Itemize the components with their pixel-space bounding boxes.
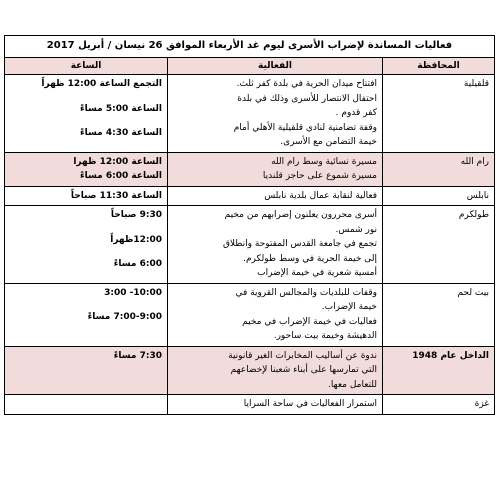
activity-cell (168, 206, 383, 284)
table-row (5, 346, 495, 395)
time-line: الساعة 12:00 ظهرا (73, 156, 162, 167)
time-line: الساعة 5:00 مساءً (80, 103, 162, 114)
time-line (10, 223, 162, 233)
governorate-cell: طولكرم (383, 206, 495, 284)
time-line: 7:00-9:00 مساءً (87, 312, 162, 322)
activity-line: فعالية لنقابة عمال بلدية نابلس (264, 190, 377, 201)
governorate-cell: بيت لحم (383, 283, 495, 346)
events-table (4, 35, 495, 415)
table-title: فعاليات المساندة لإضراب الأسرى ليوم غد الأربعاء الموافق 26 نيسان / أبريل 2017 (5, 36, 495, 58)
governorate-cell: نابلس (383, 186, 495, 206)
time-cell (5, 75, 168, 153)
time-cell (5, 283, 168, 346)
header-governorate: المحافظة (383, 57, 495, 75)
time-line: الساعة 6:00 مساءً (80, 171, 162, 181)
time-cell (5, 152, 168, 186)
activity-line: وقفات للبلديات والمجالس القروية في (235, 287, 377, 298)
governorate-cell: غزة (383, 395, 495, 415)
activity-line: احتفال الانتصار للأسرى وذلك في بلدة (237, 93, 377, 104)
activity-line: استمرار الفعاليات في ساحة السرايا (243, 399, 377, 409)
activity-line: تجمع في جامعة القدس المفتوحة وانطلاق (222, 239, 377, 249)
activity-cell (168, 152, 383, 186)
time-line: الساعة 4:30 مساءً (80, 128, 162, 138)
table-row (5, 395, 495, 415)
activity-line: إلى خيمة الحرية في وسط طولكرم. (243, 253, 377, 264)
table-row (5, 206, 495, 284)
time-line (10, 92, 162, 102)
activity-line: أسرى محررون يعلنون إضرابهم من مخيم (224, 210, 377, 220)
activity-cell (168, 75, 383, 153)
activity-line: نور شمس. (335, 224, 377, 235)
title-row (5, 36, 495, 58)
activity-line: أمسية شعرية في خيمة الإضراب (257, 268, 377, 278)
activity-line: مسيرة شموع على حاجز قلنديا (262, 171, 377, 181)
table-row (5, 152, 495, 186)
time-cell (5, 346, 168, 395)
time-cell (5, 206, 168, 284)
activity-cell (168, 186, 383, 206)
activity-line: كفر قدوم . (335, 108, 377, 118)
activity-line: للتعامل معها. (328, 379, 377, 390)
document-page (4, 35, 494, 415)
activity-line: ندوة عن أساليب المخابرات الغير قانونية (228, 350, 377, 361)
activity-line: افتتاح ميدان الحرية في بلدة كفر ثلث. (236, 79, 377, 89)
time-line (10, 397, 162, 407)
table-row (5, 283, 495, 346)
time-line (10, 300, 162, 310)
activity-line: وقفة تضامنية لنادي قلقيلية الأهلي أمام (233, 122, 377, 133)
time-line (10, 116, 162, 126)
time-line (10, 247, 162, 257)
time-line: الساعة 11:30 صباحاً (70, 190, 162, 201)
header-time: الساعة (5, 57, 168, 75)
activity-line: خيمة التضامن مع الأسرى. (280, 137, 377, 147)
time-line: 6:00 مساءً (113, 259, 162, 269)
time-line: 12:00ظهراً (110, 234, 162, 245)
governorate-cell: الداخل عام 1948 (383, 346, 495, 395)
time-line: 7:30 مساءً (113, 350, 162, 361)
activity-line: فعاليات في خيمة الإضراب في مخيم (242, 316, 377, 327)
time-line: 9:30 صباحاً (110, 210, 162, 220)
governorate-cell: قلقيلية (383, 75, 495, 153)
time-line: 10:00- 3:00 (104, 287, 162, 298)
activity-cell (168, 346, 383, 395)
table-row (5, 75, 495, 153)
activity-cell (168, 283, 383, 346)
time-line (10, 325, 162, 335)
governorate-cell: رام الله (383, 152, 495, 186)
activity-line: مسيرة نسائية وسط رام الله (271, 156, 377, 167)
header-row (5, 57, 495, 75)
activity-line: الدهيشة وخيمة بيت ساحور. (273, 331, 377, 341)
header-activity: الفعالية (168, 57, 383, 75)
time-cell (5, 186, 168, 206)
activity-line: التي تمارسها على أبناء شعبنا لإخضاعهم (230, 365, 377, 375)
time-line: التجمع الساعة 12:00 ظهراً (41, 79, 162, 89)
time-cell (5, 395, 168, 415)
activity-line: خيمة الإضراب. (321, 302, 377, 312)
table-row (5, 186, 495, 206)
activity-cell (168, 395, 383, 415)
